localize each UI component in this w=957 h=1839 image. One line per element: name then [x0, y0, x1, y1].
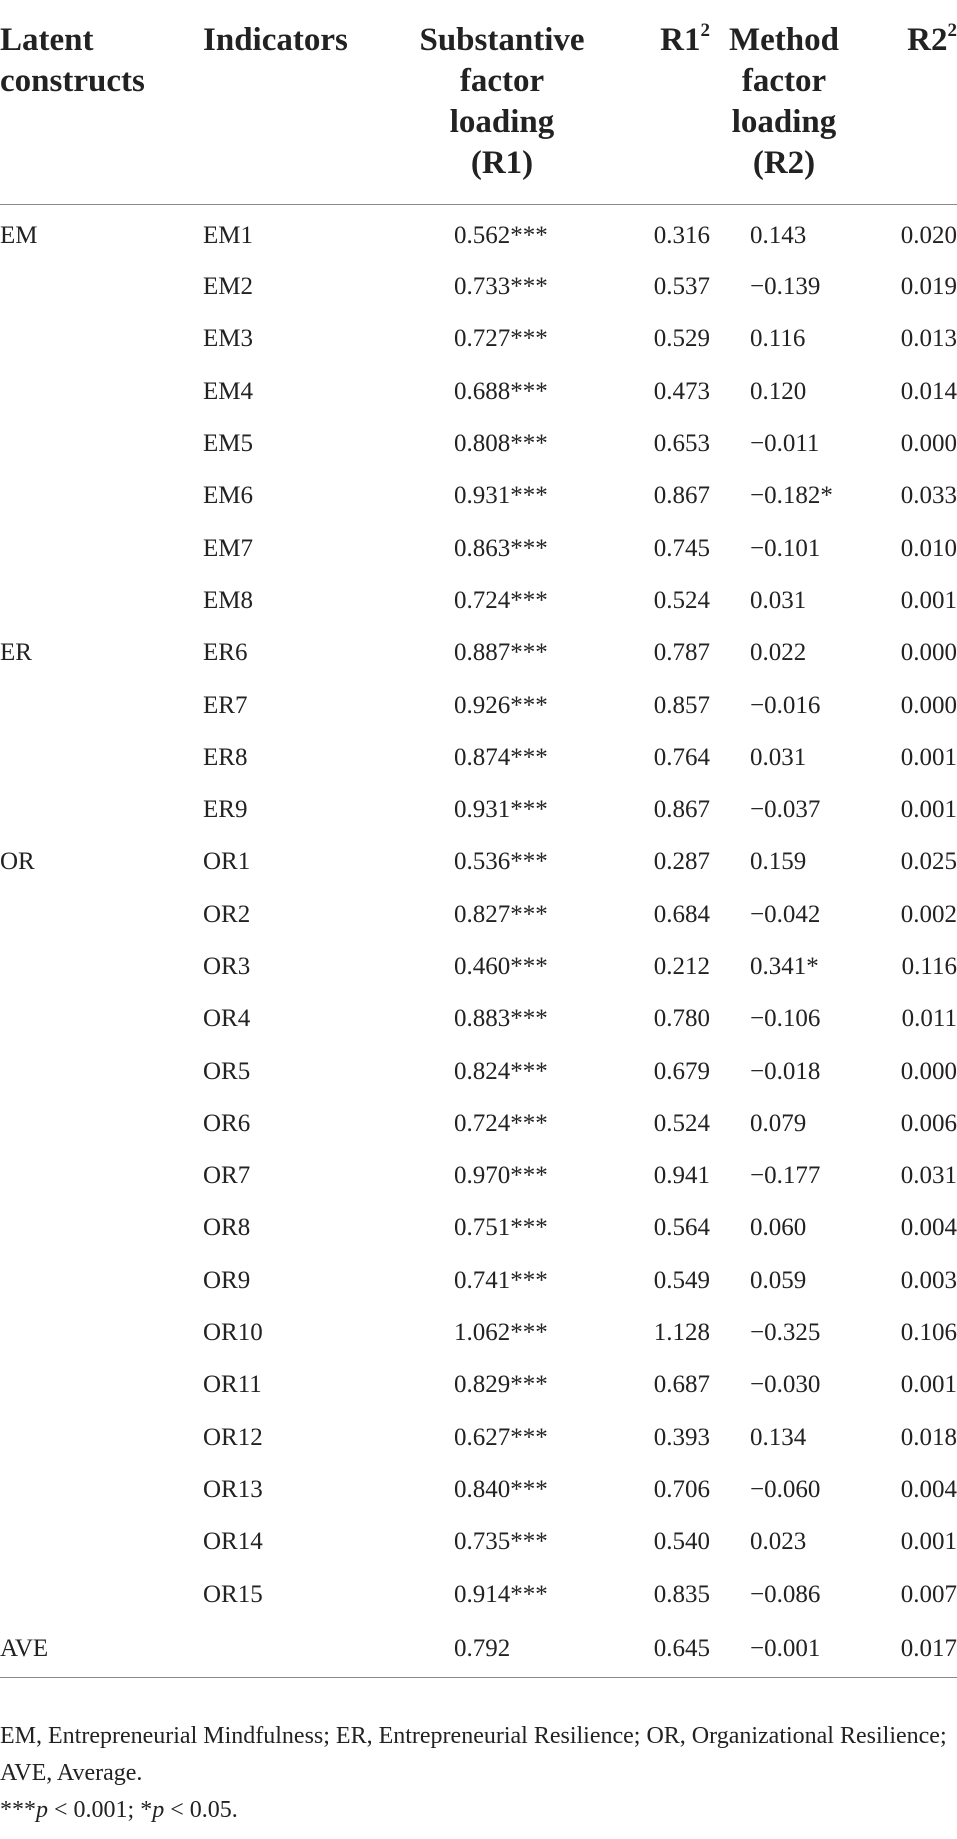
cell-method-loading: −0.182*	[750, 482, 833, 510]
table-row	[0, 366, 957, 418]
cell-substantive-loading: 0.627***	[454, 1423, 548, 1451]
header-r1-superscript: 2	[700, 20, 710, 41]
cell-indicator: ER9	[203, 796, 248, 824]
cell-substantive-loading: 0.460***	[454, 953, 548, 980]
cell-latent-construct	[0, 993, 203, 1045]
cell-r2-squared: 0.001	[900, 796, 957, 824]
footnote-significance	[0, 1792, 957, 1829]
cell-latent-construct: OR	[0, 848, 35, 876]
cell-r1-squared: 0.212	[653, 953, 710, 980]
cell-r1-squared: 0.549	[653, 1266, 710, 1294]
cell-indicator: OR10	[203, 1319, 263, 1347]
cell-r1-squared: 0.316	[653, 222, 710, 249]
header-substantive-line4: (R1)	[470, 145, 534, 181]
cell-r2-squared: 0.000	[900, 1057, 957, 1085]
header-r1-label: R1	[660, 22, 701, 58]
cell-indicator: EM6	[203, 482, 253, 510]
cell-r1-squared: 0.764	[653, 743, 710, 771]
cell-r2-squared: 0.001	[900, 586, 957, 614]
cell-substantive-loading: 0.727***	[454, 325, 548, 353]
cell-indicator: EM4	[203, 377, 253, 405]
cell-r1-squared: 0.941	[653, 1162, 710, 1190]
cell-method-loading: 0.134	[750, 1423, 807, 1451]
cell-substantive-loading: 0.883***	[454, 1005, 548, 1033]
header-method-line1: Method	[729, 22, 839, 58]
cell-method-loading: 0.023	[750, 1528, 807, 1556]
cell-method-loading: −0.060	[750, 1475, 821, 1503]
cell-method-loading: −0.001	[710, 1621, 858, 1678]
cell-method-loading: −0.086	[750, 1580, 821, 1608]
cell-substantive-loading: 0.887***	[454, 639, 548, 667]
cell-latent-construct	[0, 1307, 203, 1359]
cell-r1-squared: 0.393	[653, 1423, 710, 1451]
table-row	[0, 1255, 957, 1307]
cell-r1-squared: 0.653	[653, 430, 710, 458]
cell-method-loading: 0.031	[750, 743, 807, 771]
cell-r2-squared: 0.010	[900, 534, 957, 562]
header-method-loading	[710, 0, 858, 205]
cell-r1-squared: 0.857	[653, 691, 710, 719]
cell-r2-squared: 0.007	[900, 1580, 957, 1608]
cell-method-loading: 0.341*	[750, 953, 819, 980]
footnote-sig2-text: < 0.05.	[164, 1797, 238, 1823]
cell-r2-squared: 0.000	[900, 430, 957, 458]
cell-latent-construct	[0, 889, 203, 941]
cell-r2-squared: 0.018	[900, 1423, 957, 1451]
cell-latent-construct	[0, 1202, 203, 1254]
cell-indicator: EM5	[203, 430, 253, 458]
cell-latent-construct	[0, 1516, 203, 1568]
cell-r1-squared: 0.867	[653, 482, 710, 510]
cell-r1-squared: 0.835	[653, 1580, 710, 1608]
table-row	[0, 1516, 957, 1568]
table-row	[0, 1621, 957, 1678]
cell-substantive-loading: 0.724***	[454, 586, 548, 614]
table-row	[0, 889, 957, 941]
cell-latent-construct	[0, 941, 203, 993]
header-latent-constructs	[0, 0, 203, 205]
cell-substantive-loading: 0.829***	[454, 1371, 548, 1399]
cell-method-loading: −0.011	[750, 430, 820, 458]
cell-substantive-loading: 0.536***	[454, 848, 548, 876]
cell-method-loading: −0.030	[750, 1371, 821, 1399]
cell-method-loading: 0.031	[750, 586, 807, 614]
table-row	[0, 784, 957, 836]
cell-r2-squared: 0.013	[900, 325, 957, 353]
header-method-line3: loading	[731, 104, 837, 140]
cell-r2-squared: 0.001	[900, 743, 957, 771]
table-row	[0, 1150, 957, 1202]
header-substantive-line2: factor	[459, 63, 545, 99]
header-r1-squared	[600, 0, 710, 205]
cell-indicator: EM1	[203, 222, 253, 249]
cell-r2-squared: 0.020	[900, 222, 957, 249]
cell-substantive-loading: 0.914***	[454, 1580, 548, 1608]
cell-latent-construct	[0, 575, 203, 627]
cell-r2-squared: 0.004	[900, 1214, 957, 1242]
header-indicators: Indicators	[203, 0, 404, 205]
footnote-sig1-p: p	[36, 1797, 48, 1823]
cell-r1-squared: 0.867	[653, 796, 710, 824]
cell-r2-squared: 0.003	[900, 1266, 957, 1294]
cell-latent-construct	[0, 522, 203, 574]
cell-latent-construct	[0, 1412, 203, 1464]
cell-method-loading: −0.016	[750, 691, 821, 719]
cell-latent-construct	[0, 1464, 203, 1516]
cell-r1-squared: 0.787	[653, 639, 710, 667]
cell-r2-squared: 0.011	[901, 1005, 957, 1033]
cell-r2-squared: 0.001	[900, 1528, 957, 1556]
cell-r1-squared: 0.687	[653, 1371, 710, 1399]
cell-method-loading: 0.116	[750, 325, 806, 353]
footnote-sig2-star: *	[140, 1797, 153, 1823]
cell-substantive-loading: 0.863***	[454, 534, 548, 562]
cell-method-loading: 0.022	[750, 639, 807, 667]
table-row	[0, 732, 957, 784]
cell-indicator: EM3	[203, 325, 253, 353]
cell-latent-construct	[0, 313, 203, 365]
cell-latent-construct	[0, 1255, 203, 1307]
cell-indicator: EM2	[203, 273, 253, 301]
cell-substantive-loading: 0.931***	[454, 796, 548, 824]
cell-latent-construct	[0, 470, 203, 522]
cell-indicator: OR7	[203, 1162, 251, 1190]
cell-r2-squared: 0.006	[900, 1109, 957, 1137]
cell-indicator: OR14	[203, 1528, 263, 1556]
cell-r2-squared: 0.017	[858, 1621, 957, 1678]
cell-method-loading: 0.059	[750, 1266, 807, 1294]
cell-r1-squared: 0.706	[653, 1475, 710, 1503]
cell-method-loading: −0.042	[750, 900, 821, 928]
cell-substantive-loading: 0.874***	[454, 743, 548, 771]
table-row	[0, 941, 957, 993]
cell-indicator: OR15	[203, 1580, 263, 1608]
cell-r1-squared: 0.287	[653, 848, 710, 876]
cell-method-loading: 0.079	[750, 1109, 807, 1137]
cell-r2-squared: 0.031	[900, 1162, 957, 1190]
footnote-sig2-p: p	[152, 1797, 165, 1823]
cell-substantive-loading: 0.751***	[454, 1214, 548, 1242]
cell-r2-squared: 0.004	[900, 1475, 957, 1503]
cell-r2-squared: 0.106	[900, 1319, 957, 1347]
table-footnotes	[0, 1718, 957, 1829]
cell-r1-squared: 0.524	[653, 1109, 710, 1137]
cell-r1-squared: 0.645	[600, 1621, 710, 1678]
cell-latent-construct	[0, 679, 203, 731]
cell-method-loading: 0.120	[750, 377, 807, 405]
cell-indicator: OR5	[203, 1057, 251, 1085]
cell-method-loading: −0.101	[750, 534, 821, 562]
cell-latent-construct	[0, 784, 203, 836]
cell-method-loading: −0.037	[750, 796, 821, 824]
table-row	[0, 1045, 957, 1097]
header-method-line2: factor	[741, 63, 827, 99]
table-row	[0, 993, 957, 1045]
cell-substantive-loading: 0.724***	[454, 1109, 548, 1137]
cell-latent-construct	[0, 1359, 203, 1411]
header-r2-superscript: 2	[947, 20, 957, 41]
header-r2-squared	[858, 0, 957, 205]
cell-substantive-loading: 0.735***	[454, 1528, 548, 1556]
cell-substantive-loading: 0.827***	[454, 900, 548, 928]
cell-r2-squared: 0.001	[900, 1371, 957, 1399]
table-row	[0, 1359, 957, 1411]
cell-r1-squared: 0.564	[653, 1214, 710, 1242]
cell-indicator: EM8	[203, 586, 253, 614]
cell-method-loading: 0.143	[750, 222, 807, 249]
table-row	[0, 522, 957, 574]
cell-method-loading: −0.139	[750, 273, 821, 301]
table-row	[0, 470, 957, 522]
cell-substantive-loading: 0.840***	[454, 1475, 548, 1503]
cell-r2-squared: 0.014	[900, 377, 957, 405]
cell-r1-squared: 0.524	[653, 586, 710, 614]
cell-substantive-loading: 0.741***	[454, 1266, 548, 1294]
cell-latent-construct	[0, 1568, 203, 1620]
cell-r1-squared: 0.780	[653, 1005, 710, 1033]
cell-r2-squared: 0.033	[900, 482, 957, 510]
table-row	[0, 679, 957, 731]
table-header	[0, 0, 957, 205]
cell-indicator: OR12	[203, 1423, 263, 1451]
cell-method-loading: −0.325	[750, 1319, 821, 1347]
table-row	[0, 836, 957, 888]
cell-r1-squared: 0.745	[653, 534, 710, 562]
footnote-abbreviations: EM, Entrepreneurial Mindfulness; ER, Entrepreneurial Resilience; OR, Organizational Resilience; AVE, Average.	[0, 1723, 947, 1786]
footnote-sig1-text: < 0.001;	[48, 1797, 141, 1823]
cell-latent-construct	[0, 1098, 203, 1150]
cell-method-loading: 0.060	[750, 1214, 807, 1242]
cell-substantive-loading: 0.792	[404, 1621, 600, 1678]
footnote-sig1-stars: ***	[0, 1797, 36, 1823]
header-latent-line2: constructs	[0, 63, 145, 99]
table-row	[0, 1464, 957, 1516]
cell-indicator: ER7	[203, 691, 248, 719]
header-method-line4: (R2)	[752, 145, 816, 181]
cell-latent-construct: ER	[0, 639, 32, 667]
cell-latent-construct	[0, 1045, 203, 1097]
table-row	[0, 313, 957, 365]
cell-latent-construct	[0, 1150, 203, 1202]
cell-r2-squared: 0.000	[900, 639, 957, 667]
cell-r1-squared: 0.537	[653, 273, 710, 301]
cell-indicator: OR4	[203, 1005, 251, 1033]
cell-r2-squared: 0.019	[900, 273, 957, 301]
cell-r1-squared: 0.540	[653, 1528, 710, 1556]
cell-r1-squared: 0.684	[653, 900, 710, 928]
cell-substantive-loading: 0.733***	[454, 273, 548, 301]
table-row	[0, 627, 957, 679]
cell-indicator: OR3	[203, 953, 251, 980]
cell-indicator: OR13	[203, 1475, 263, 1503]
cell-method-loading: −0.018	[750, 1057, 821, 1085]
table-row	[0, 418, 957, 470]
cell-indicator: OR11	[203, 1371, 262, 1399]
cell-r2-squared: 0.002	[900, 900, 957, 928]
cell-indicator: OR8	[203, 1214, 251, 1242]
cell-latent-construct: AVE	[0, 1621, 203, 1678]
cell-substantive-loading: 0.970***	[454, 1162, 548, 1190]
cell-latent-construct	[0, 261, 203, 313]
cell-latent-construct	[0, 366, 203, 418]
cell-latent-construct: EM	[0, 222, 38, 249]
table-row	[0, 205, 957, 262]
header-latent-line1: Latent	[0, 22, 94, 58]
table-row	[0, 1202, 957, 1254]
cell-substantive-loading: 0.824***	[454, 1057, 548, 1085]
header-substantive-line3: loading	[449, 104, 555, 140]
cell-substantive-loading: 0.688***	[454, 377, 548, 405]
cell-substantive-loading: 0.926***	[454, 691, 548, 719]
cell-indicator: OR1	[203, 848, 251, 876]
cell-latent-construct	[0, 418, 203, 470]
cell-substantive-loading: 0.808***	[454, 430, 548, 458]
cell-substantive-loading: 0.931***	[454, 482, 548, 510]
header-row	[0, 0, 957, 205]
table-body	[0, 205, 957, 1678]
cell-r1-squared: 0.679	[653, 1057, 710, 1085]
cell-indicator: OR9	[203, 1266, 251, 1294]
cell-indicator	[203, 1621, 404, 1678]
cell-method-loading: −0.106	[750, 1005, 821, 1033]
cell-substantive-loading: 0.562***	[454, 222, 548, 249]
cell-indicator: ER6	[203, 639, 248, 667]
cell-indicator: OR2	[203, 900, 251, 928]
table-row	[0, 261, 957, 313]
cell-substantive-loading: 1.062***	[454, 1319, 548, 1347]
cell-method-loading: −0.177	[750, 1162, 821, 1190]
header-substantive-loading	[404, 0, 600, 205]
cell-indicator: ER8	[203, 743, 248, 771]
cell-indicator: EM7	[203, 534, 253, 562]
cell-indicator: OR6	[203, 1109, 251, 1137]
cell-r1-squared: 0.473	[653, 377, 710, 405]
header-r2-label: R2	[907, 22, 948, 58]
table-row	[0, 575, 957, 627]
cell-method-loading: 0.159	[750, 848, 807, 876]
table-row	[0, 1098, 957, 1150]
table-row	[0, 1568, 957, 1620]
table-row	[0, 1412, 957, 1464]
table-row	[0, 1307, 957, 1359]
cell-r2-squared: 0.025	[900, 848, 957, 876]
cell-r1-squared: 0.529	[653, 325, 710, 353]
header-substantive-line1: Substantive	[419, 22, 585, 58]
cell-latent-construct	[0, 732, 203, 784]
cell-r2-squared: 0.116	[901, 953, 957, 980]
cell-r2-squared: 0.000	[900, 691, 957, 719]
cell-r1-squared: 1.128	[653, 1319, 710, 1347]
